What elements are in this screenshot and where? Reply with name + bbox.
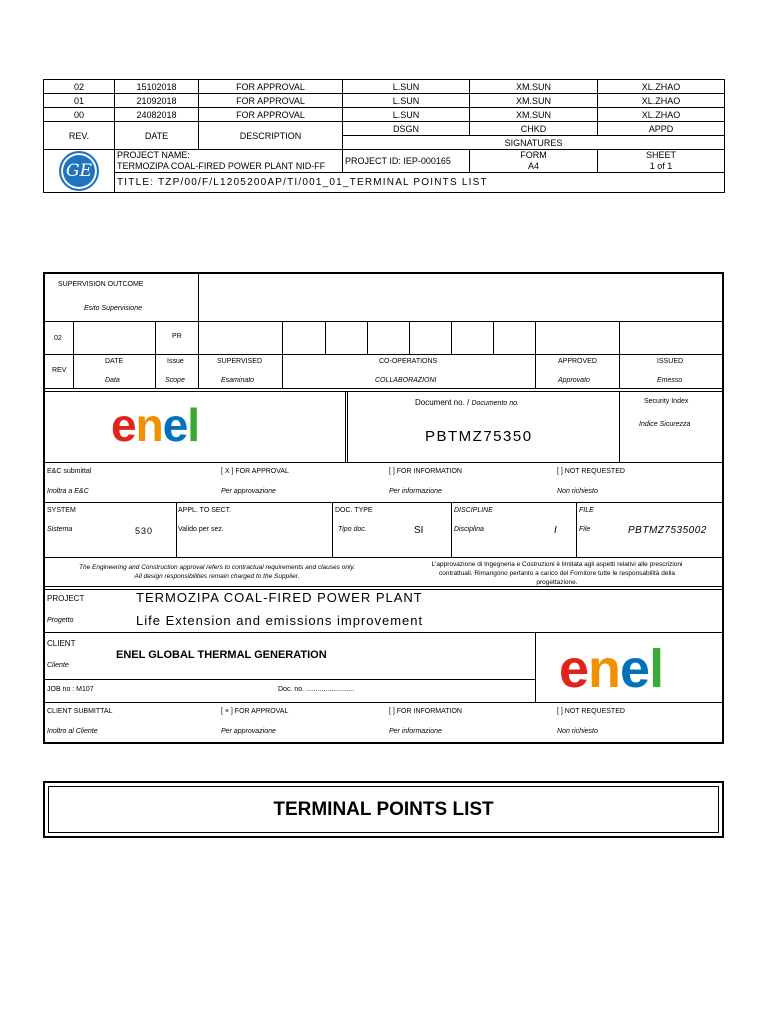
supervised-label: SUPERVISED [217,358,262,365]
date-cell: 15102018 [115,80,199,94]
approved-it: Approvato [558,377,590,384]
doc-type-label: DOC. TYPE [335,507,373,514]
rev-cell: 02 [44,80,115,94]
discipline-label: DISCIPLINE [454,507,493,514]
ec-per-informazione: Per informazione [389,488,442,495]
progetto-label: Progetto [47,617,74,624]
project-row [44,150,725,173]
doc-no-field: Doc. no. ......................... [278,686,355,693]
signatures-label: SIGNATURES [343,136,725,150]
desc-cell: FOR APPROVAL [199,94,343,108]
doc-type-value: SI [414,525,424,536]
issue-it: Scope [165,377,185,384]
ec-for-information: [ ] FOR INFORMATION [389,468,462,475]
col-chkd: CHKD [470,122,598,136]
project-id: PROJECT ID: IEP-000165 [343,150,470,173]
document-no-label: Document no. / Documento no. [415,398,519,407]
col-desc: DESCRIPTION [199,122,343,150]
approved-label: APPROVED [558,358,597,365]
client-submittal-label: CLIENT SUBMITTAL [47,708,113,715]
dsgn-cell: L.SUN [343,94,470,108]
ge-logo: GE [59,151,99,191]
cliente-label: Cliente [47,662,69,669]
sheet-cell [598,150,725,173]
revision-row [44,108,725,122]
cs-not-requested: [ ] NOT REQUESTED [557,708,625,715]
pr-label: PR [172,333,182,340]
security-index-label: Security Index [644,398,689,405]
ec-submittal-it: Inoltra a E&C [47,488,89,495]
coop-it: COLLABORAZIONI [375,377,437,384]
dsgn-cell: L.SUN [343,80,470,94]
dsgn-cell: L.SUN [343,108,470,122]
cs-for-information: [ ] FOR INFORMATION [389,708,462,715]
appd-cell: XL.ZHAO [598,94,725,108]
chkd-cell: XM.SUN [470,108,598,122]
cs-for-approval: [ × ] FOR APPROVAL [221,708,289,715]
tipo-doc-label: Tipo doc. [338,526,367,533]
cs-per-informazione: Per informazione [389,728,442,735]
col-date: DATE [115,122,199,150]
issued-it: Emesso [657,377,683,384]
client-value: ENEL GLOBAL THERMAL GENERATION [116,649,327,661]
title-row [44,173,725,193]
revision-row [44,80,725,94]
appd-cell: XL.ZHAO [598,80,725,94]
project-name-label: PROJECT NAME: [117,150,190,160]
col-dsgn: DSGN [343,122,470,136]
ec-for-approval: [ X ] FOR APPROVAL [221,468,289,475]
system-value: 530 [135,526,154,536]
form-value: A4 [527,161,539,171]
ec-not-requested: [ ] NOT REQUESTED [557,468,625,475]
sheet-label: SHEET [645,150,676,160]
header-table [43,79,725,193]
desc-cell: FOR APPROVAL [199,80,343,94]
document-title-line: TITLE: TZP/00/F/L1205200AP/TI/001_01_TERMINAL POINTS LIST [115,173,725,193]
date-cell: 21092018 [115,94,199,108]
disciplina-label: Disciplina [454,526,484,533]
rev-value: 02 [54,335,62,342]
inoltro-cliente-label: Inoltro al Cliente [47,728,98,735]
project-line2: Life Extension and emissions improvement [136,613,424,628]
project-name-cell [115,150,343,173]
chkd-cell: XM.SUN [470,80,598,94]
supervision-outcome-label: SUPERVISION OUTCOME [58,281,144,288]
date-it: Data [105,377,120,384]
file-label: FILE [579,507,594,514]
ec-non-richiesto: Non richiesto [557,488,598,495]
ge-logo-cell [44,150,115,193]
revision-row [44,94,725,108]
col-appd: APPD [598,122,725,136]
sheet-value: 1 of 1 [649,161,673,171]
enel-logo: enel [111,399,200,451]
sistema-label: Sistema [47,526,73,533]
document-no: PBTMZ75350 [425,428,533,445]
rev-cell: 01 [44,94,115,108]
project-line1: TERMOZIPA COAL-FIRED POWER PLANT [136,590,423,605]
chkd-cell: XM.SUN [470,94,598,108]
desc-cell: FOR APPROVAL [199,108,343,122]
project-label: PROJECT [47,594,85,603]
document-title: TERMINAL POINTS LIST [48,786,719,833]
form-cell [470,150,598,173]
cs-non-richiesto: Non richiesto [557,728,598,735]
esito-label: Esito Supervisione [84,305,142,312]
disclaimer-it: L'approvazione di Ingegneria e Costruzioni è limitata agli aspetti relativi alle prescrizioni contrattuali. Rimangono pertanto a carico del Fornitore tutte le responsabilità della progettazione. [431,561,683,586]
ec-per-approvazione: Per approvazione [221,488,276,495]
date-label: DATE [105,358,124,365]
indice-sicurezza-label: Indice Sicurezza [639,421,691,428]
date-cell: 24082018 [115,108,199,122]
appl-label: APPL. TO SECT. [178,507,232,514]
ec-submittal-label: E&C submittal [47,468,92,475]
job-no: JOB no : M107 [47,686,94,693]
valido-label: Valido per sez. [178,526,224,533]
client-label: CLIENT [47,639,76,648]
file-it-label: File [579,526,591,533]
cover-sheet [43,272,724,744]
form-label: FORM [520,150,547,160]
discipline-value: I [554,525,557,536]
rev-cell: 00 [44,108,115,122]
file-value: PBTMZ7535002 [628,525,707,536]
col-rev: REV. [44,122,115,150]
coop-label: CO-OPERATIONS [379,358,438,365]
issued-label: ISSUED [657,358,684,365]
enel-logo-client: enel [559,639,664,699]
document-title-box [43,781,724,838]
column-header-row [44,122,725,136]
cs-per-approvazione: Per approvazione [221,728,276,735]
issue-label: Issue [167,358,184,365]
disclaimer-en: The Engineering and Construction approval refers to contractual requirements and clauses only. All design responsibilities remain charged to the Supplier. [79,564,355,580]
project-name: TERMOZIPA COAL-FIRED POWER PLANT NID-FF [117,161,326,171]
system-label: SYSTEM [47,507,76,514]
rev-label: REV [52,367,67,374]
supervised-it: Esaminato [221,377,255,384]
appd-cell: XL.ZHAO [598,108,725,122]
